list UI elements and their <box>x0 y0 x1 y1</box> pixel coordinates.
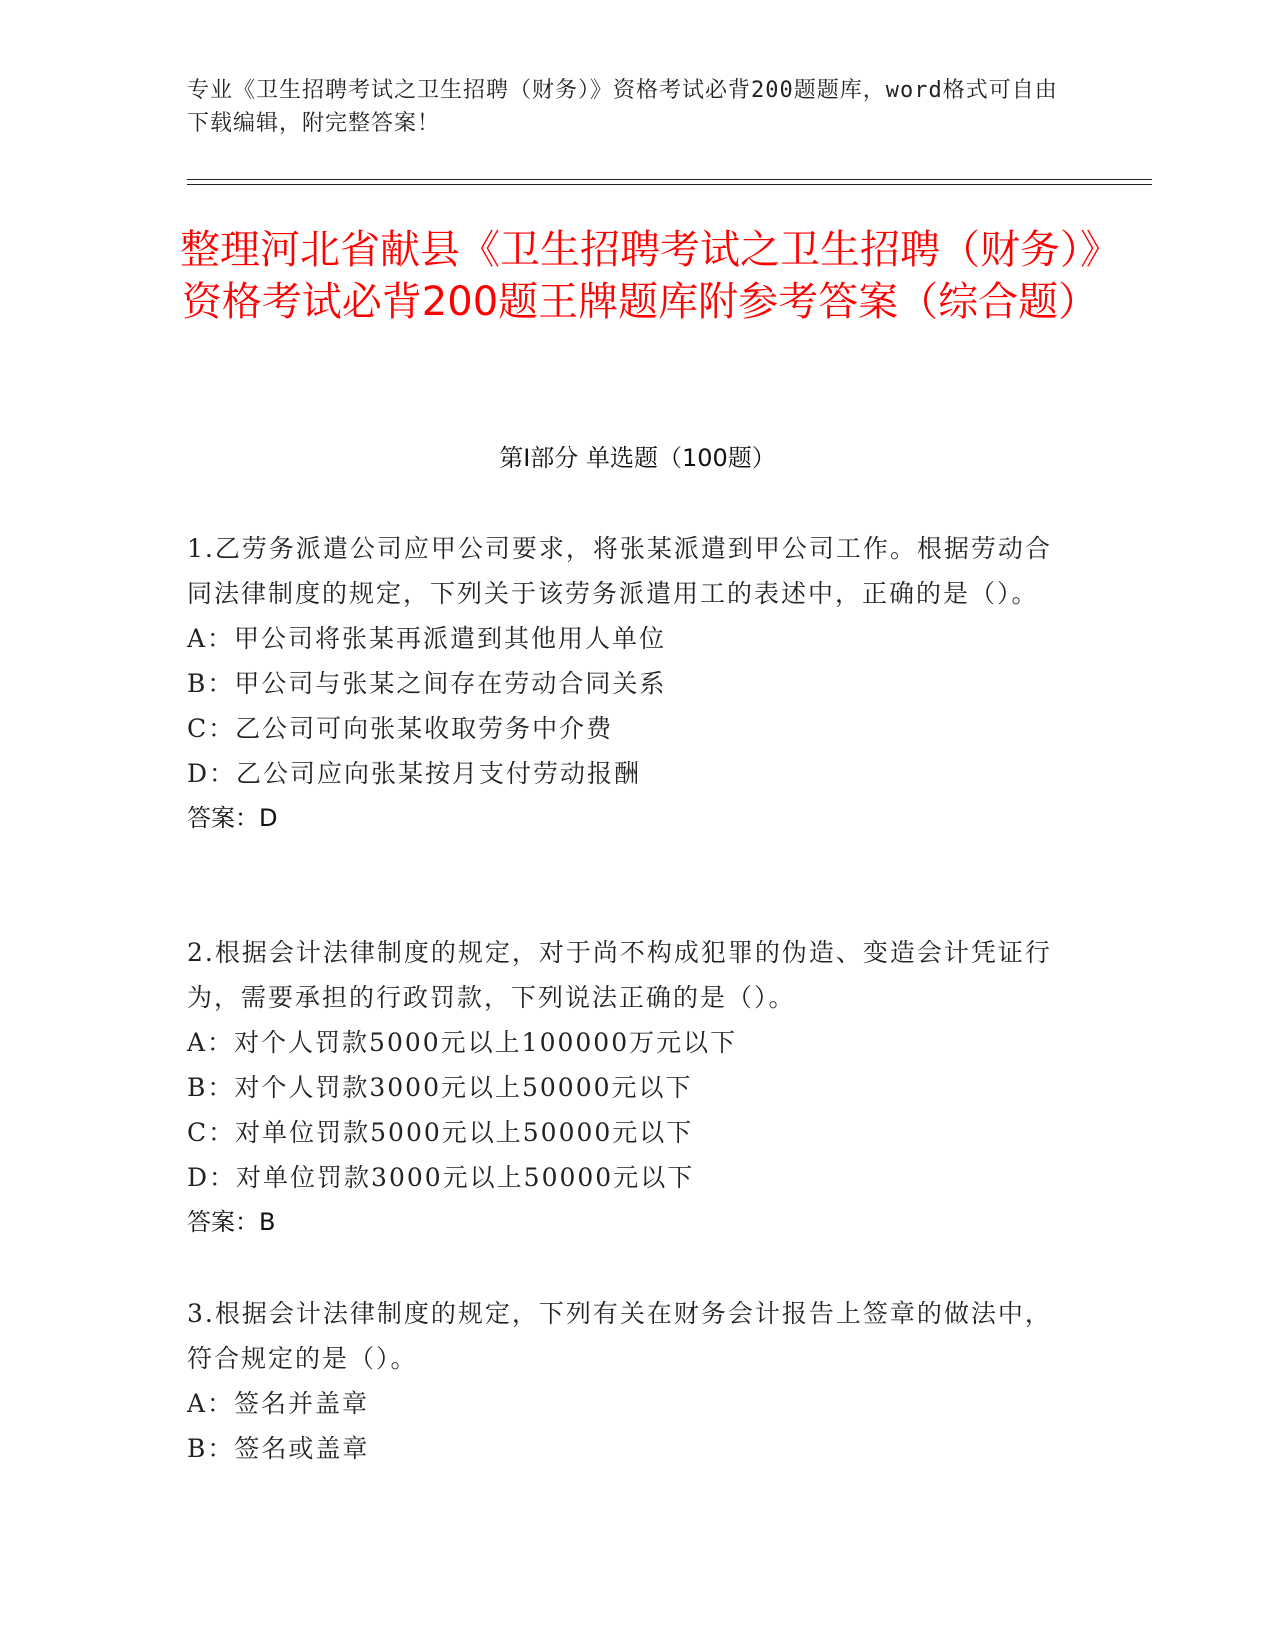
question-stem: 1.乙劳务派遣公司应甲公司要求，将张某派遣到甲公司工作。根据劳动合同法律制度的规定，下列关于该劳务派遣用工的表述中，正确的是（）。 <box>187 534 1052 608</box>
question-stem: 2.根据会计法律制度的规定，对于尚不构成犯罪的伪造、变造会计凭证行为，需要承担的行政罚款，下列说法正确的是（）。 <box>187 938 1052 1012</box>
section-heading: 第Ⅰ部分 单选题（100题） <box>499 444 776 472</box>
option-d: D：对单位罚款3000元以上50000元以下 <box>187 1163 695 1192</box>
option-b: B：甲公司与张某之间存在劳动合同关系 <box>187 669 667 698</box>
option-c: C：乙公司可向张某收取劳务中介费 <box>187 714 614 743</box>
question-2 <box>187 930 1067 1245</box>
answer: 答案：D <box>187 804 278 832</box>
option-c: C：对单位罚款5000元以上50000元以下 <box>187 1118 694 1147</box>
question-stem: 3.根据会计法律制度的规定，下列有关在财务会计报告上签章的做法中，符合规定的是（）。 <box>187 1299 1052 1373</box>
header-note: 专业《卫生招聘考试之卫生招聘（财务）》资格考试必背200题题库，word格式可自由下载编辑，附完整答案！ <box>187 78 1058 136</box>
option-b: B：签名或盖章 <box>187 1434 370 1463</box>
option-a: A：签名并盖章 <box>187 1389 370 1418</box>
option-d: D：乙公司应向张某按月支付劳动报酬 <box>187 759 642 788</box>
header-divider-top <box>187 179 1152 180</box>
header-divider-bottom <box>187 184 1152 185</box>
answer: 答案：B <box>187 1208 276 1236</box>
option-a: A：甲公司将张某再派遣到其他用人单位 <box>187 624 667 653</box>
option-b: B：对个人罚款3000元以上50000元以下 <box>187 1073 693 1102</box>
document-title: 整理河北省献县《卫生招聘考试之卫生招聘（财务）》资格考试必背200题王牌题库附参考答案（综合题） <box>180 227 1100 325</box>
question-1 <box>187 526 1067 841</box>
question-3 <box>187 1291 1067 1471</box>
option-a: A：对个人罚款5000元以上100000万元以下 <box>187 1028 738 1057</box>
